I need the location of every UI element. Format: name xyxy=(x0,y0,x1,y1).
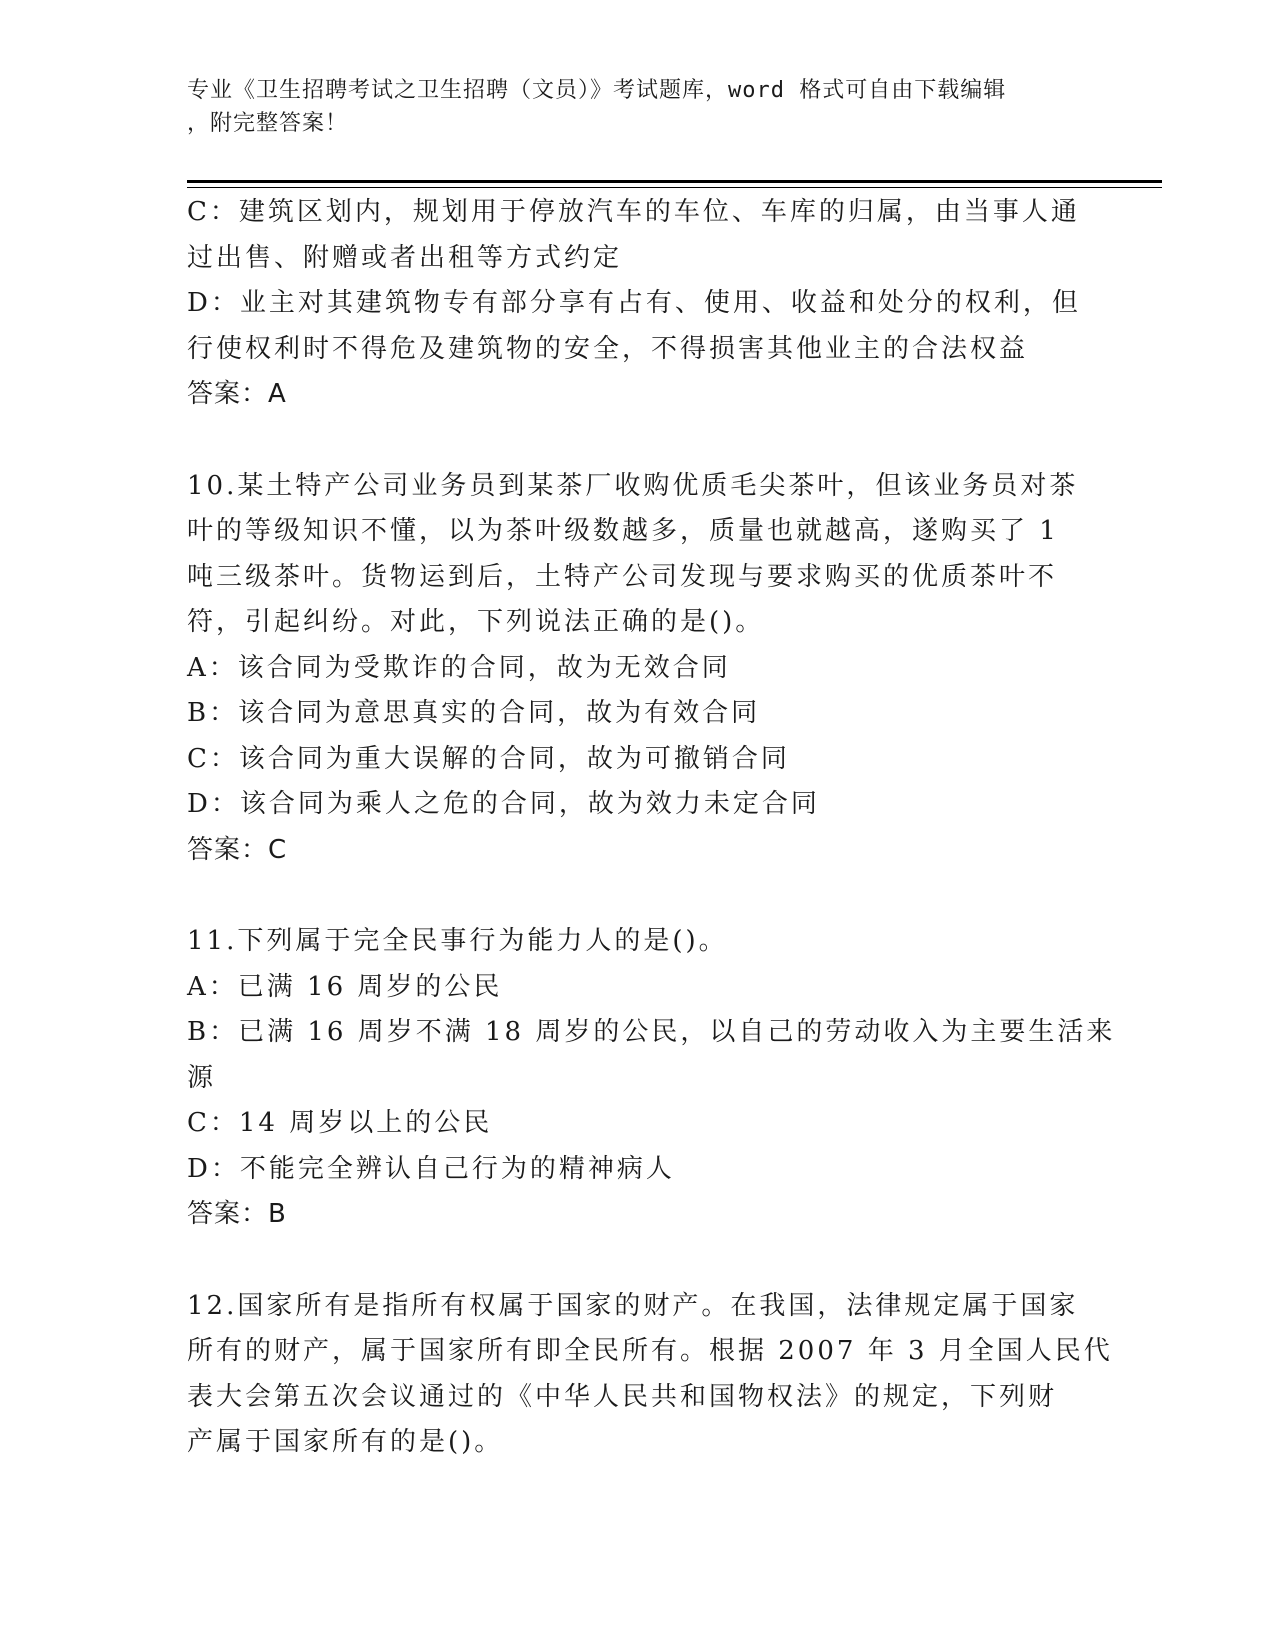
question-stem-line-4: 产属于国家所有的是()。 xyxy=(187,1427,504,1457)
option-c-line-2: 过出售、附赠或者出租等方式约定 xyxy=(187,242,623,273)
spacer xyxy=(187,873,1092,919)
option-b: B：该合同为意思真实的合同，故为有效合同 xyxy=(187,698,761,728)
question-stem-line-4: 符，引起纠纷。对此，下列说法正确的是()。 xyxy=(187,607,765,637)
option-a: A：该合同为受欺诈的合同，故为无效合同 xyxy=(187,652,731,683)
question-stem-line-3: 表大会第五次会议通过的《中华人民共和国物权法》的规定，下列财 xyxy=(187,1381,1058,1412)
document-body xyxy=(187,190,1116,1466)
page-header xyxy=(187,74,1067,140)
question-stem-line-2: 叶的等级知识不懂，以为茶叶级数越多，质量也就越高，遂购买了 1 xyxy=(187,516,1059,546)
option-a: A：已满 16 周岁的公民 xyxy=(187,971,503,1002)
option-d: D：不能完全辨认自己行为的精神病人 xyxy=(187,1153,675,1184)
question-stem: 11.下列属于完全民事行为能力人的是()。 xyxy=(187,926,728,956)
question-12 xyxy=(187,1284,1113,1466)
answer-line: 答案：A xyxy=(187,379,287,409)
option-c: C：该合同为重大误解的合同，故为可撤销合同 xyxy=(187,743,790,774)
option-d: D：该合同为乘人之危的合同，故为效力未定合同 xyxy=(187,789,820,819)
spacer xyxy=(187,1238,1092,1284)
question-10 xyxy=(187,464,1092,874)
option-b-line-1: B：已满 16 周岁不满 18 周岁的公民，以自己的劳动收入为主要生活来 xyxy=(187,1017,1116,1047)
header-rule-thin xyxy=(187,187,1162,188)
header-rule-thick xyxy=(187,180,1162,183)
answer-line: 答案：C xyxy=(187,834,288,865)
option-d-line-1: D：业主对其建筑物专有部分享有占有、使用、收益和处分的权利，但 xyxy=(187,288,1081,318)
option-b-line-2: 源 xyxy=(187,1062,217,1093)
header-line-2: ，附完整答案！ xyxy=(187,111,349,136)
question-stem-line-2: 所有的财产，属于国家所有即全民所有。根据 2007 年 3 月全国人民代 xyxy=(187,1336,1113,1366)
question-stem-line-1: 12.国家所有是指所有权属于国家的财产。在我国，法律规定属于国家 xyxy=(187,1290,1079,1321)
spacer xyxy=(187,418,1092,464)
question-11 xyxy=(187,919,1116,1238)
header-line-1: 专业《卫生招聘考试之卫生招聘（文员）》考试题库，word 格式可自由下载编辑 xyxy=(187,78,1007,103)
question-stem-line-1: 10.某土特产公司业务员到某茶厂收购优质毛尖茶叶，但该业务员对茶 xyxy=(187,470,1079,501)
question-9-continued xyxy=(187,190,1092,418)
option-d-line-2: 行使权利时不得危及建筑物的安全，不得损害其他业主的合法权益 xyxy=(187,333,1029,364)
option-c: C：14 周岁以上的公民 xyxy=(187,1108,493,1138)
option-c-line-1: C：建筑区划内，规划用于停放汽车的车位、车库的归属，由当事人通 xyxy=(187,197,1080,227)
question-stem-line-3: 吨三级茶叶。货物运到后，土特产公司发现与要求购买的优质茶叶不 xyxy=(187,561,1058,592)
answer-line: 答案：B xyxy=(187,1199,287,1229)
